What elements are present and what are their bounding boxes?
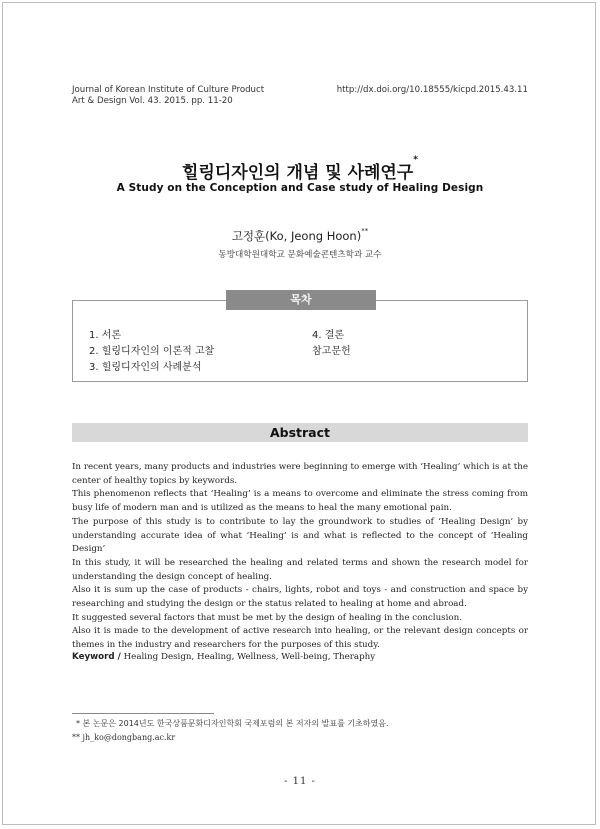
toc-item-conclusion: 4. 결론 [312,330,345,341]
toc-item-references: 참고문헌 [312,346,351,357]
abstract-paragraph: Also it is sum up the case of products - chairs, lights, robot and toys - and construction and space by researching and studying the design or the status related to healing at home and abroad. [72,585,528,610]
toc-item-theory: 2. 힐링디자인의 이론적 고찰 [89,346,215,357]
journal-name: Journal of Korean Institute of Culture Product [72,85,265,95]
footnote-funding: * 본 논문은 2014년도 한국상품문화디자인학회 국제포럼의 본 저자의 발표를 기초하였음. [76,719,389,728]
keyword-list: Healing Design, Healing, Wellness, Well-being, Theraphy [120,652,376,662]
footnote-divider [72,713,214,714]
page-border [2,2,596,825]
abstract-paragraph: This phenomenon reflects that ‘Healing’ is a means to overcome and eliminate the stress coming from busy life of modern man and is utilized as the means to heal the many emotional pain. [72,489,528,514]
toc-item-intro: 1. 서론 [89,330,122,341]
keyword-label: Keyword / [72,652,121,662]
title-footnote-mark: * [413,155,418,165]
journal-volume: Art & Design Vol. 43. 2015. pp. 11-20 [72,96,233,106]
author-text: 고정훈(Ko, Jeong Hoon) [231,229,362,243]
toc-item-cases: 3. 힐링디자인의 사례분석 [89,362,202,373]
author-affiliation: 동방대학원대학교 문화예술콘텐츠학과 교수 [218,250,382,260]
abstract-heading: Abstract [72,423,528,442]
keywords [72,652,528,662]
footnote-email[interactable]: ** jh_ko@dongbang.ac.kr [72,733,176,742]
abstract-paragraph: Also it is made to the development of active research into healing, or the relevant design concepts or themes in the industry and researchers for the purposes of this study. [72,626,528,651]
journal-info [72,85,264,107]
abstract-body [72,461,528,653]
paper-title-korean [0,155,600,183]
author-footnote-mark: ** [361,227,369,236]
abstract-paragraph: In recent years, many products and industries were beginning to emerge with ‘Healing’ which is at the center of healthy topics by keywords. [72,462,528,486]
page-number: - 11 - [284,776,316,787]
paper-title-english: A Study on the Conception and Case study of Healing Design [116,182,484,194]
author-name [0,228,600,244]
abstract-paragraph: The purpose of this study is to contribute to lay the groundwork to studies of ‘Healing Design’ by understanding accurate idea of what ‘Healing’ is and what is reflected to the concept of ‘Healing Design’ [72,516,528,555]
title-text: 힐링디자인의 개념 및 사례연구 [182,163,414,183]
abstract-paragraph: In this study, it will be researched the healing and related terms and shown the research model for understanding the design concept of healing. [72,557,528,582]
doi-link[interactable]: http://dx.doi.org/10.18555/kicpd.2015.43.11 [336,85,528,95]
abstract-paragraph: It suggested several factors that must be met by the design of healing in the conclusion. [72,612,463,623]
toc-heading: 목차 [226,290,376,310]
